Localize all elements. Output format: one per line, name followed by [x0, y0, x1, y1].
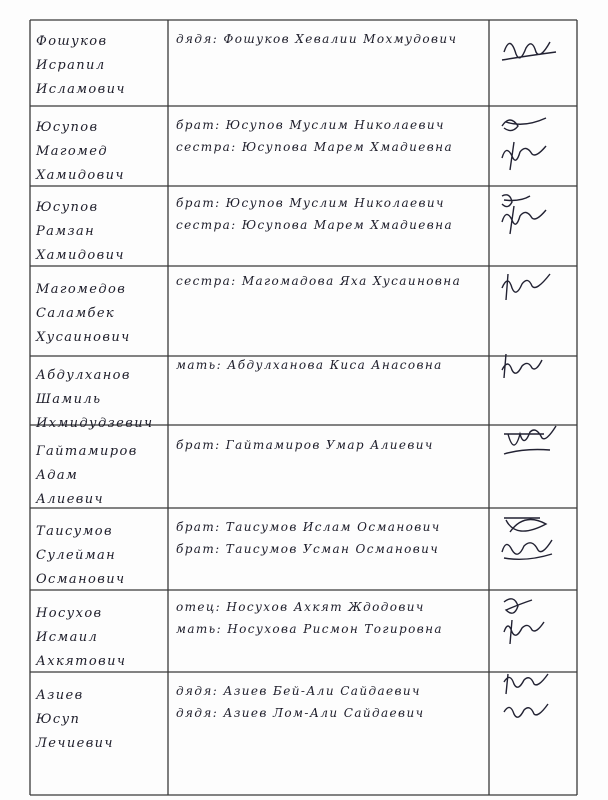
relative-entry: брат: Юсупов Муслим Николаевич: [176, 118, 445, 132]
relative-entry: дядя: Азиев Лом-Али Сайдаевич: [176, 706, 425, 720]
relatives-cell: [176, 270, 488, 292]
person-name: [36, 602, 160, 674]
person-first-name: Рамзан: [36, 224, 96, 239]
person-surname: Юсупов: [36, 200, 99, 215]
person-surname: Абдулханов: [36, 368, 131, 383]
person-name: [36, 278, 160, 350]
person-patronymic: Османович: [36, 572, 126, 587]
person-first-name: Юсуп: [36, 712, 81, 727]
signature-mark: [502, 118, 546, 131]
person-surname: Фошуков: [36, 34, 108, 49]
relatives-cell: [176, 680, 488, 724]
person-first-name: Саламбек: [36, 306, 116, 321]
person-surname: Магомедов: [36, 282, 127, 297]
signature-cell: [494, 424, 564, 504]
signature-mark: [502, 354, 542, 378]
relative-entry: сестра: Юсупова Марем Хмадиевна: [176, 140, 454, 154]
person-name: [36, 30, 160, 102]
signature-mark: [504, 704, 548, 717]
person-first-name: Исмаил: [36, 630, 99, 645]
person-name: [36, 116, 160, 188]
person-patronymic: Лечиевич: [36, 736, 114, 751]
relative-entry: сестра: Магомадова Яха Хусаиновна: [176, 274, 462, 288]
relatives-cell: [176, 516, 488, 560]
person-patronymic: Исламович: [36, 82, 126, 97]
person-first-name: Исрапил: [36, 58, 106, 73]
signature-mark: [502, 540, 552, 559]
signature-mark: [504, 674, 548, 694]
person-surname: Юсупов: [36, 120, 99, 135]
relative-entry: брат: Юсупов Муслим Николаевич: [176, 196, 445, 210]
signature-mark: [502, 42, 556, 60]
signature-cell: [494, 350, 564, 420]
relatives-cell: [176, 434, 488, 456]
signature-mark: [502, 274, 550, 300]
signature-cell: [494, 108, 564, 184]
signature-cell: [494, 590, 564, 670]
person-name: [36, 364, 160, 436]
signature-cell: [494, 22, 564, 102]
person-name: [36, 520, 160, 592]
person-surname: Носухов: [36, 606, 103, 621]
relatives-cell: [176, 596, 488, 640]
signature-cell: [494, 268, 564, 348]
person-surname: Таисумов: [36, 524, 113, 539]
person-patronymic: Хусаинович: [36, 330, 131, 345]
signature-mark: [502, 206, 546, 234]
signature-mark: [502, 142, 546, 170]
signature-cell: [494, 508, 564, 588]
signature-cell: [494, 672, 564, 752]
relative-entry: дядя: Азиев Бей-Али Сайдаевич: [176, 684, 421, 698]
person-first-name: Сулейман: [36, 548, 117, 563]
signature-mark: [504, 426, 556, 454]
relatives-cell: [176, 192, 488, 236]
relative-entry: отец: Носухов Ахкят Ждодович: [176, 600, 425, 614]
person-first-name: Адам: [36, 468, 79, 483]
signature-mark: [504, 599, 532, 613]
signature-mark: [504, 620, 544, 644]
relative-entry: сестра: Юсупова Марем Хмадиевна: [176, 218, 454, 232]
relatives-cell: [176, 354, 488, 376]
signature-cell: [494, 188, 564, 264]
relative-entry: брат: Таисумов Усман Османович: [176, 542, 440, 556]
person-patronymic: Ахкятович: [36, 654, 127, 669]
signature-mark: [504, 518, 546, 532]
person-name: [36, 684, 160, 756]
relative-entry: дядя: Фошуков Хевалии Мохмудович: [176, 32, 458, 46]
person-patronymic: Хамидович: [36, 168, 125, 183]
relative-entry: мать: Абдулханова Киса Анасовна: [176, 358, 443, 372]
person-first-name: Шамиль: [36, 392, 102, 407]
relative-entry: мать: Носухова Рисмон Тогировна: [176, 622, 443, 636]
person-patronymic: Хамидович: [36, 248, 125, 263]
person-name: [36, 440, 160, 512]
person-patronymic: Алиевич: [36, 492, 105, 507]
relative-entry: брат: Гайтамиров Умар Алиевич: [176, 438, 434, 452]
person-first-name: Магомед: [36, 144, 108, 159]
person-patronymic: Ихмидудзевич: [36, 416, 154, 431]
person-name: [36, 196, 160, 268]
relatives-cell: [176, 114, 488, 158]
signature-mark: [502, 195, 530, 207]
person-surname: Гайтамиров: [36, 444, 138, 459]
relative-entry: брат: Таисумов Ислам Османович: [176, 520, 441, 534]
relatives-cell: [176, 28, 488, 50]
person-surname: Азиев: [36, 688, 84, 703]
